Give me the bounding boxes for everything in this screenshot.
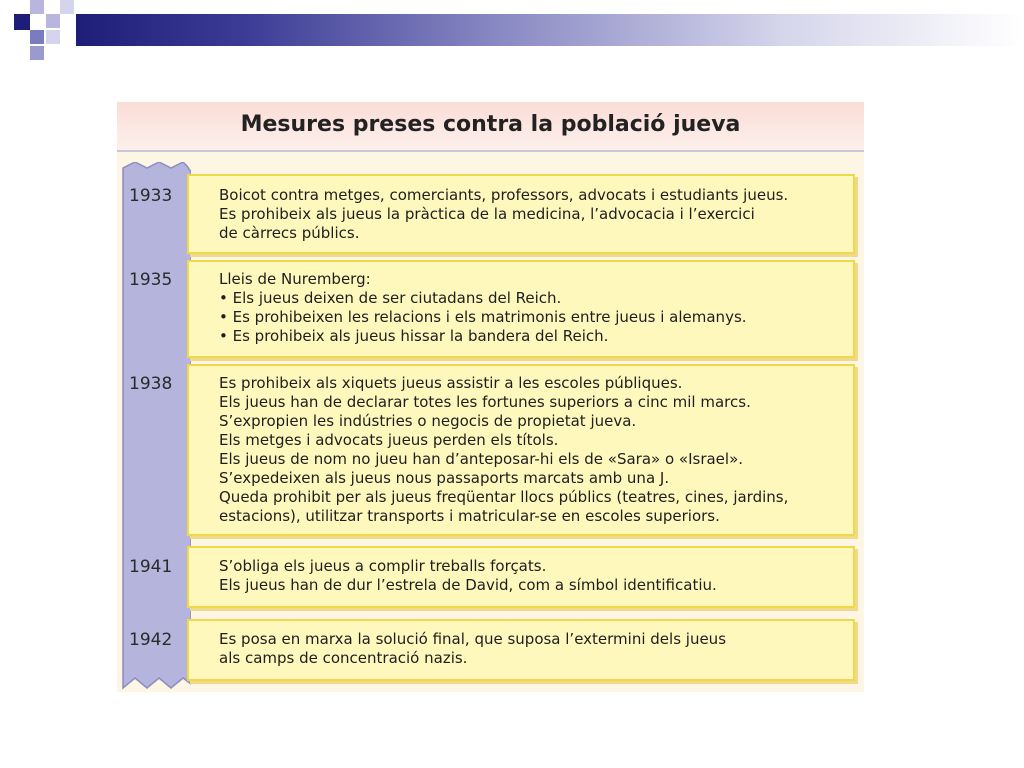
decor-square	[30, 30, 44, 44]
entry-box-1933	[187, 174, 855, 254]
slide-header-decoration	[0, 0, 1024, 60]
entry-line: • Es prohibeixen les relacions i els matrimonis entre jueus i alemanys.	[219, 308, 747, 326]
entry-line: als camps de concentració nazis.	[219, 649, 468, 667]
decor-square	[30, 46, 44, 60]
header-gradient-band	[76, 14, 1024, 46]
year-label: 1935	[129, 270, 173, 290]
entry-box-1935	[187, 260, 855, 358]
entry-line: Els jueus han de declarar totes les fortunes superiors a cinc mil marcs.	[219, 393, 751, 411]
decor-square	[14, 14, 30, 30]
entry-line: • Es prohibeix als jueus hissar la bandera del Reich.	[219, 327, 609, 345]
entry-line: Els jueus de nom no jueu han d’anteposar-hi els de «Sara» o «Israel».	[219, 450, 744, 468]
year-label: 1933	[129, 186, 173, 206]
entry-line: Es prohibeix als xiquets jueus assistir a les escoles públiques.	[219, 374, 683, 392]
entry-line: Es prohibeix als jueus la pràctica de la medicina, l’advocacia i l’exercici	[219, 205, 755, 223]
entry-box-1941	[187, 546, 855, 608]
year-label: 1942	[129, 630, 173, 650]
entry-box-1938	[187, 364, 855, 536]
entry-line: • Els jueus deixen de ser ciutadans del Reich.	[219, 289, 562, 307]
entry-line: Els jueus han de dur l’estrela de David, com a símbol identificatiu.	[219, 576, 717, 594]
decor-square	[60, 0, 74, 14]
decor-square	[46, 30, 60, 44]
entry-box-1942	[187, 619, 855, 681]
entry-line: Els metges i advocats jueus perden els títols.	[219, 431, 559, 449]
entry-line: S’obliga els jueus a complir treballs forçats.	[219, 557, 547, 575]
entry-line: Boicot contra metges, comerciants, professors, advocats i estudiants jueus.	[219, 186, 789, 204]
year-label: 1941	[129, 557, 173, 577]
entry-line: Lleis de Nuremberg:	[219, 270, 371, 288]
entry-line: Queda prohibit per als jueus freqüentar llocs públics (teatres, cines, jardins,	[219, 488, 789, 506]
decor-square	[30, 0, 44, 14]
year-label: 1938	[129, 374, 173, 394]
entry-line: estacions), utilitzar transports i matricular-se en escoles superiors.	[219, 507, 720, 525]
entry-line: S’expedeixen als jueus nous passaports marcats amb una J.	[219, 469, 670, 487]
panel-title: Mesures preses contra la població jueva	[240, 112, 741, 137]
entry-line: de càrrecs públics.	[219, 224, 360, 242]
entry-line: Es posa en marxa la solució final, que suposa l’extermini dels jueus	[219, 630, 727, 648]
title-bar	[117, 102, 864, 152]
timeline-ribbon	[119, 162, 191, 692]
timeline-panel	[117, 102, 864, 692]
decor-square	[46, 14, 60, 28]
entry-line: S’expropien les indústries o negocis de propietat jueva.	[219, 412, 637, 430]
